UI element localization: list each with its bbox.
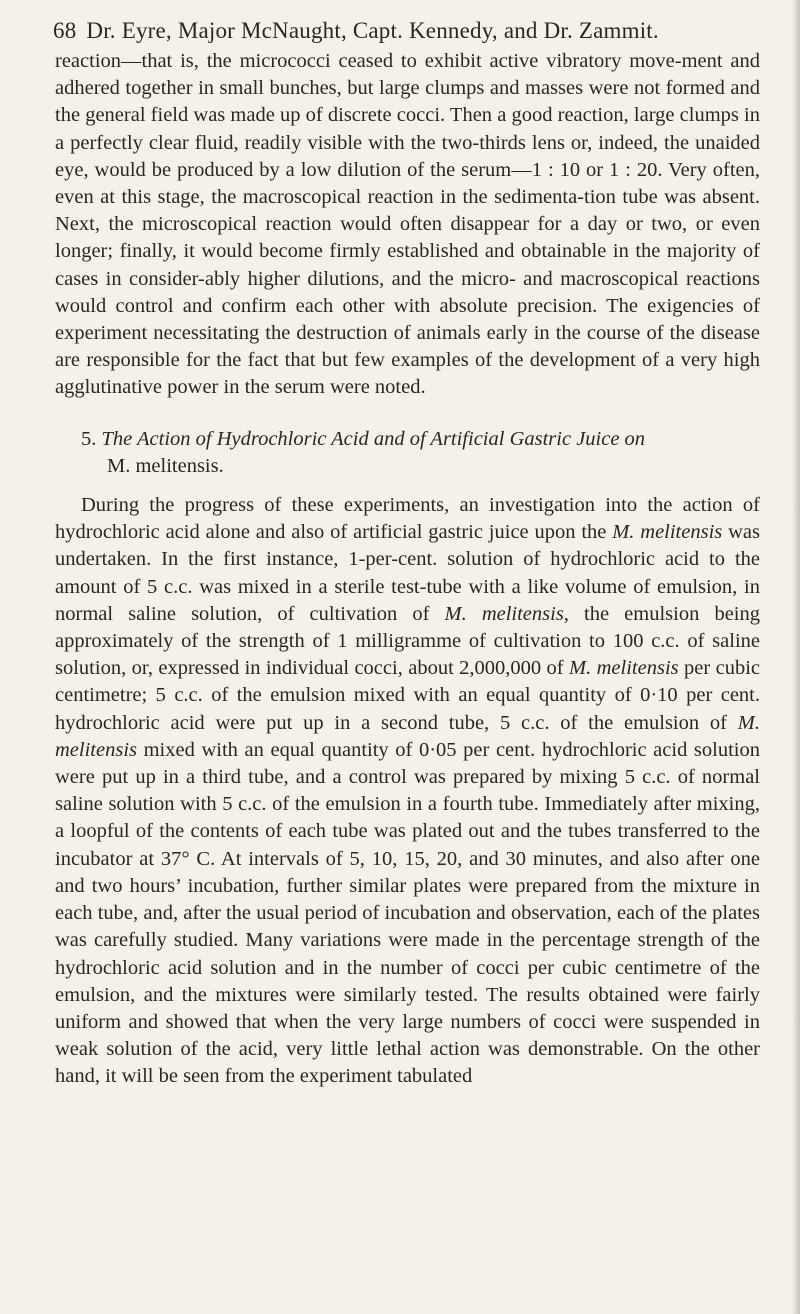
paragraph-experiment: [55, 492, 760, 1090]
section-title-line-1: The Action of Hydrochloric Acid and of Artificial Gastric Juice on: [101, 427, 646, 450]
text-run: During the progress of these experiments, an investigation into the action of hydrochloric acid alone and also of artificial gastric juice upon the: [55, 494, 760, 544]
section-title-line-2: M. melitensis.: [107, 454, 224, 477]
section-heading: [55, 426, 760, 453]
text-run: was undertaken. In the first instance, 1-per-cent. solution of hydrochloric acid to the amount of 5 c.c. was mixed in a sterile test-tube with a like volume of emulsion, in normal saline solution, of cultivation of: [55, 521, 760, 625]
text-run: the emulsion being approximately of the strength of 1 milligramme of cultivation to 100 c.c. of saline solution, or, expressed in individual cocci, about 2,000,000 of: [55, 602, 760, 680]
section-number: 5.: [81, 427, 97, 450]
page-edge-shadow: [792, 0, 800, 1314]
text-run: per cubic centimetre; 5 c.c. of the emulsion mixed with an equal quantity of 0·10 per cent. hydrochloric acid were put up in a second tube, 5 c.c. of the emulsion of: [55, 657, 760, 734]
page-number: 68: [53, 18, 77, 43]
running-header: [53, 18, 760, 44]
paragraph-continuation: reaction—that is, the micrococci ceased to exhibit active vibratory move-ment and adhered together in small bunches, but large clumps and masses were not formed and the general field was made up of discrete cocci. Then a good reaction, large clumps in a perfectly clear fluid, readily visible with the two-thirds lens or, indeed, the unaided eye, would be produced by a low dilution of the serum—1 : 10 or 1 : 20. Very often, even at this stage, the macroscopical reaction in the sedimenta-tion tube was absent. Next, the microscopical reaction would often disappear for a day or two, or even longer; finally, it would become firmly established and obtainable in the majority of cases in consider-ably higher dilutions, and the micro- and macroscopical reactions would control and confirm each other with absolute precision. The exigencies of experiment necessitating the destruction of animals early in the course of the disease are responsible for the fact that but few examples of the development of a very high agglutinative power in the serum were noted.: [55, 50, 760, 399]
species-name: M. melitensis,: [444, 602, 569, 625]
text-run: mixed with an equal quantity of 0·05 per cent. hydrochloric acid solution were put up in a third tube, and a control was prepared by mixing 5 c.c. of normal saline solution with 5 c.c. of the emulsion in a fourth tube. Immediately after mixing, a loopful of the contents of each tube was plated out and the tubes transferred to the incubator at 37° C. At intervals of 5, 10, 15, 20, and 30 minutes, and also after one and two hours’ incubation, further similar plates were prepared from the mixture in each tube, and, after the usual period of incubation and observation, each of the plates was carefully studied. Many variations were made in the percentage strength of the hydrochloric acid solution and in the number of cocci per cubic centimetre of the emulsion, and the mixtures were similarly tested. The results obtained were fairly uniform and showed that when the very large numbers of cocci were suspended in weak solution of the acid, very little lethal action was demonstrable. On the other hand, it will be seen from the experiment tabulated: [55, 738, 760, 1088]
species-name: M. melitensis: [55, 711, 760, 761]
species-name: M. melitensis: [612, 521, 723, 544]
running-title: Dr. Eyre, Major McNaught, Capt. Kennedy, and Dr. Zammit.: [86, 18, 659, 43]
species-name: M. melitensis: [569, 657, 679, 680]
